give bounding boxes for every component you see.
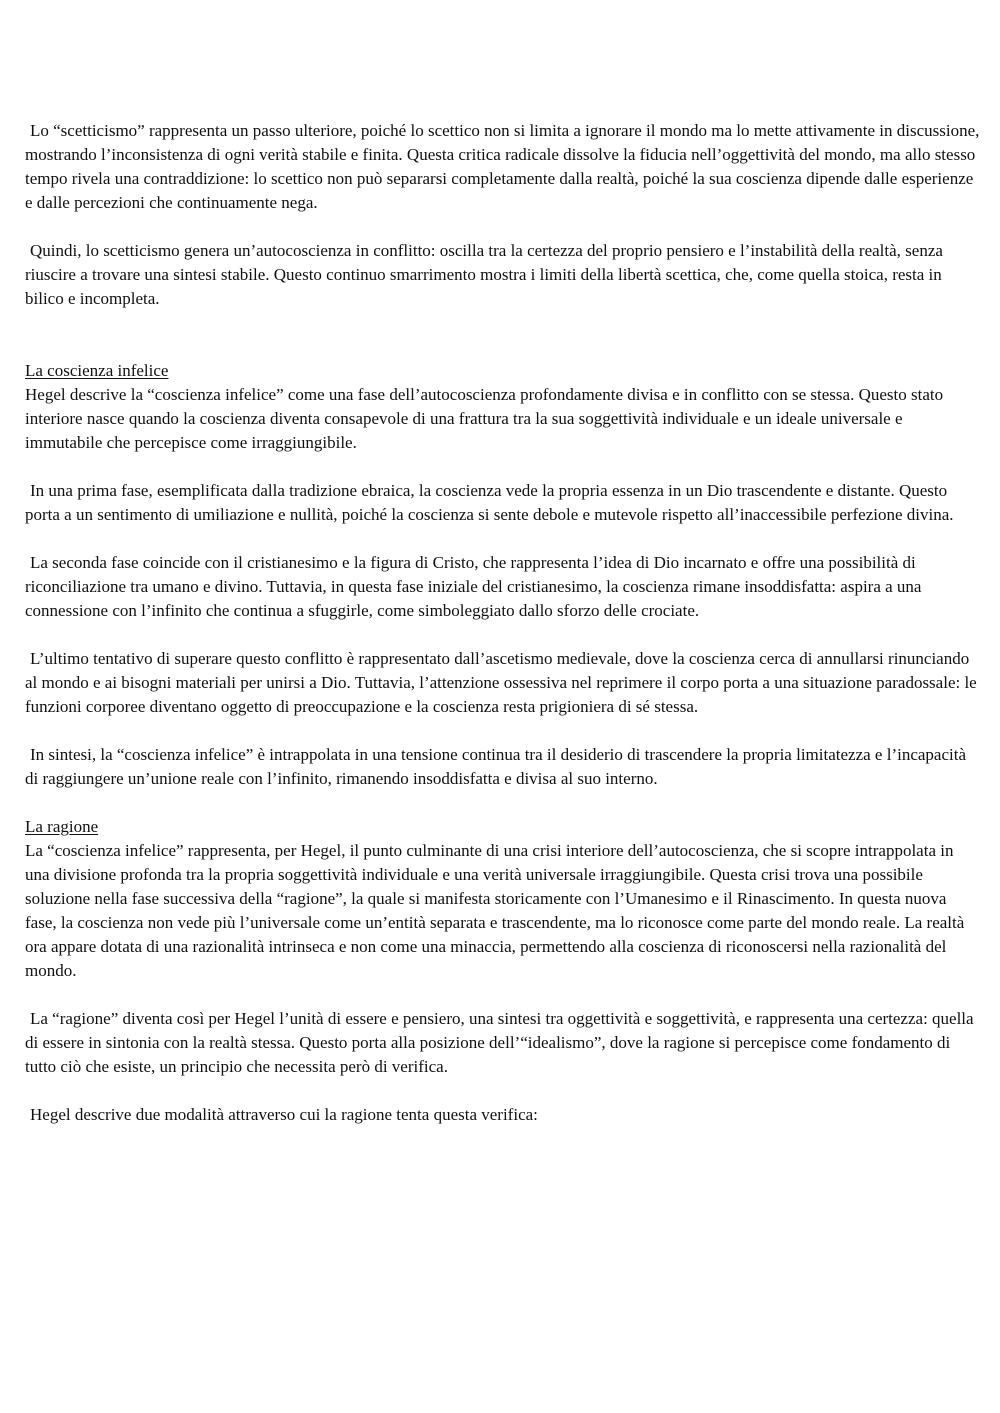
section-spacer <box>25 791 980 815</box>
paragraph-scetticismo-2: Quindi, lo scetticismo genera un’autocoscienza in conflitto: oscilla tra la certezza del proprio pensiero e l’instabilità della realtà, senza riuscire a trovare una sintesi stabile. Questo continuo smarrimento mostra i limiti della libertà scettica, che, come quella stoica, resta in bilico e incompleta. <box>25 241 943 308</box>
paragraph-spacer <box>25 983 980 1007</box>
paragraph-ragione-1: La “ragione” diventa così per Hegel l’unità di essere e pensiero, una sintesi tra oggettività e soggettività, e rappresenta una certezza: quella di essere in sintonia con la realtà stessa. Questo porta alla posizione dell’“idealismo”, dove la ragione si percepisce come fondamento di tutto ciò che esiste, un principio che necessita però di verifica. <box>25 1009 974 1076</box>
paragraph-spacer <box>25 215 980 239</box>
document-page <box>25 119 980 1127</box>
paragraph-coscienza-1: In una prima fase, esemplificata dalla tradizione ebraica, la coscienza vede la propria essenza in un Dio trascendente e distante. Questo porta a un sentimento di umiliazione e nullità, poiché la coscienza si sente debole e mutevole rispetto all’inaccessibile perfezione divina. <box>25 481 954 524</box>
heading-coscienza-infelice: La coscienza infelice <box>25 361 169 380</box>
heading-ragione: La ragione <box>25 817 99 836</box>
paragraph-coscienza-4: In sintesi, la “coscienza infelice” è intrappolata in una tensione continua tra il desiderio di trascendere la propria limitatezza e l’incapacità di raggiungere un’unione reale con l’infinito, rimanendo insoddisfatta e divisa al suo interno. <box>25 745 966 788</box>
paragraph-spacer <box>25 527 980 551</box>
paragraph-coscienza-2: La seconda fase coincide con il cristianesimo e la figura di Cristo, che rappresenta l’idea di Dio incarnato e offre una possibilità di riconciliazione tra umano e divino. Tuttavia, in questa fase iniziale del cristianesimo, la coscienza rimane insoddisfatta: aspira a una connessione con l’infinito che continua a sfuggirle, come simboleggiato dallo sforzo delle crociate. <box>25 553 922 620</box>
paragraph-spacer <box>25 455 980 479</box>
paragraph-spacer <box>25 1079 980 1103</box>
paragraph-coscienza-intro: Hegel descrive la “coscienza infelice” come una fase dell’autocoscienza profondamente divisa e in conflitto con se stessa. Questo stato interiore nasce quando la coscienza diventa consapevole di una frattura tra la sua soggettività individuale e un ideale universale e immutabile che percepisce come irraggiungibile. <box>25 385 944 452</box>
paragraph-ragione-2: Hegel descrive due modalità attraverso cui la ragione tenta questa verifica: <box>30 1105 538 1124</box>
paragraph-spacer <box>25 719 980 743</box>
paragraph-spacer <box>25 623 980 647</box>
paragraph-coscienza-3: L’ultimo tentativo di superare questo conflitto è rappresentato dall’ascetismo medievale, dove la coscienza cerca di annullarsi rinunciando al mondo e ai bisogni materiali per unirsi a Dio. Tuttavia, l’attenzione ossessiva nel reprimere il corpo porta a una situazione paradossale: le funzioni corporee diventano oggetto di preoccupazione e la coscienza resta prigioniera di sé stessa. <box>25 649 977 716</box>
paragraph-ragione-intro: La “coscienza infelice” rappresenta, per Hegel, il punto culminante di una crisi interiore dell’autocoscienza, che si scopre intrappolata in una divisione profonda tra la propria soggettività individuale e una verità universale irraggiungibile. Questa crisi trova una possibile soluzione nella fase successiva della “ragione”, la quale si manifesta storicamente con l’Umanesimo e il Rinascimento. In questa nuova fase, la coscienza non vede più l’universale come un’entità separata e trascendente, ma lo riconosce come parte del mondo reale. La realtà ora appare dotata di una razionalità intrinseca e non come una minaccia, permettendo alla coscienza di riconoscersi nella razionalità del mondo. <box>25 841 965 980</box>
paragraph-scetticismo-1: Lo “scetticismo” rappresenta un passo ulteriore, poiché lo scettico non si limita a ignorare il mondo ma lo mette attivamente in discussione, mostrando l’inconsistenza di ogni verità stabile e finita. Questa critica radicale dissolve la fiducia nell’oggettività del mondo, ma allo stesso tempo rivela una contraddizione: lo scettico non può separarsi completamente dalla realtà, poiché la sua coscienza dipende dalle esperienze e dalle percezioni che continuamente nega. <box>25 121 980 212</box>
section-spacer <box>25 311 980 359</box>
